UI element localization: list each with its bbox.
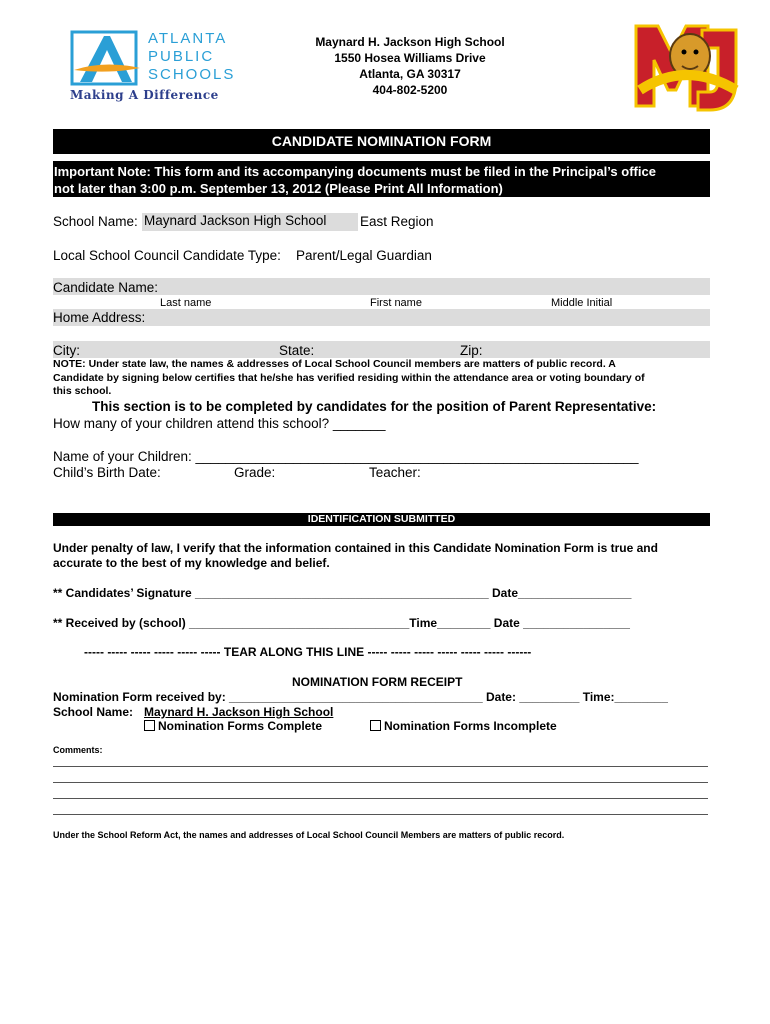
- aps-logo-line3: SCHOOLS: [148, 66, 236, 83]
- candidate-type-value: Parent/Legal Guardian: [296, 248, 432, 263]
- receipt-school-value: Maynard H. Jackson High School: [144, 705, 334, 719]
- aps-logo-line1: ATLANTA: [148, 30, 228, 47]
- comment-line[interactable]: [53, 766, 708, 767]
- receipt-title: NOMINATION FORM RECEIPT: [292, 675, 463, 689]
- comment-line[interactable]: [53, 782, 708, 783]
- school-name-field[interactable]: Maynard Jackson High School: [142, 213, 358, 231]
- atlanta-public-schools-logo: [70, 28, 236, 106]
- home-address-field[interactable]: [53, 309, 710, 326]
- comment-line[interactable]: [53, 814, 708, 815]
- school-header: [300, 34, 520, 98]
- first-name-caption: First name: [370, 297, 422, 309]
- note-line3: this school.: [53, 385, 112, 397]
- penalty-statement: [53, 541, 658, 571]
- public-record-note: [53, 358, 645, 399]
- city-label: City:: [53, 343, 80, 358]
- zip-label: Zip:: [460, 343, 483, 358]
- school-name-label: School Name:: [53, 214, 138, 229]
- incomplete-checkbox[interactable]: [370, 720, 381, 731]
- mj-emblem-icon: [632, 20, 740, 116]
- form-title: CANDIDATE NOMINATION FORM: [53, 129, 710, 154]
- aps-logo-line2: PUBLIC: [148, 48, 215, 65]
- city-state-zip-field[interactable]: [53, 341, 710, 358]
- candidate-name-label: Candidate Name:: [53, 280, 159, 295]
- important-note-line1: Important Note: This form and its accompanying documents must be filed in the Principal’s office: [54, 164, 656, 179]
- state-label: State:: [279, 343, 315, 358]
- important-note: [53, 161, 710, 197]
- complete-checkbox[interactable]: [144, 720, 155, 731]
- complete-label: Nomination Forms Complete: [158, 719, 323, 733]
- teacher-label: Teacher:: [369, 465, 421, 480]
- note-line2: Candidate by signing below certifies that he/she has verified residing within the attendance area or voting boundary of: [53, 371, 645, 384]
- grade-label: Grade:: [234, 465, 276, 480]
- important-note-line2: not later than 3:00 p.m. September 13, 2012 (Please Print All Information): [54, 181, 503, 196]
- header-city: Atlanta, GA 30317: [359, 67, 461, 81]
- maynard-jackson-logo: [632, 20, 740, 116]
- region-value: East Region: [360, 214, 434, 229]
- comment-line[interactable]: [53, 798, 708, 799]
- identification-submitted-bar: IDENTIFICATION SUBMITTED: [53, 513, 710, 526]
- receipt-school-label: School Name:: [53, 705, 134, 719]
- aps-logo-tagline: Making A Difference: [70, 88, 219, 102]
- candidate-signature-line[interactable]: ** Candidates’ Signature ____________________________________________ Date_________________: [53, 586, 632, 600]
- middle-initial-caption: Middle Initial: [551, 297, 613, 309]
- incomplete-option[interactable]: [370, 719, 557, 733]
- children-count-field[interactable]: How many of your children attend this school? _______: [53, 416, 386, 431]
- header-school-name: Maynard H. Jackson High School: [315, 35, 505, 49]
- penalty-line2: accurate to the best of my knowledge and belief.: [53, 556, 330, 570]
- parent-section-heading: This section is to be completed by candidates for the position of Parent Representative:: [92, 399, 657, 414]
- home-address-label: Home Address:: [53, 310, 146, 325]
- aps-a-emblem-icon: [70, 30, 144, 88]
- header-phone: 404-802-5200: [372, 83, 448, 97]
- received-by-line[interactable]: ** Received by (school) _________________________________Time________ Date ________________: [53, 616, 630, 630]
- tear-line: ----- ----- ----- ----- ----- ----- TEAR ALONG THIS LINE ----- ----- ----- ----- ----- ----- ------: [84, 645, 532, 659]
- last-name-caption: Last name: [160, 297, 212, 309]
- comments-label: Comments:: [53, 745, 103, 755]
- candidate-type-label: Local School Council Candidate Type:: [53, 248, 281, 263]
- receipt-received-by-line[interactable]: Nomination Form received by: ______________________________________ Date: _________ Time:________: [53, 690, 668, 704]
- footer-note: Under the School Reform Act, the names and addresses of Local School Council Members are matters of public record.: [53, 830, 565, 840]
- complete-option[interactable]: [144, 719, 322, 733]
- note-line1: NOTE: Under state law, the names & addresses of Local School Council members are matters of public record. A: [53, 358, 616, 370]
- penalty-line1: Under penalty of law, I verify that the information contained in this Candidate Nomination Form is true and: [53, 541, 658, 555]
- header-street: 1550 Hosea Williams Drive: [334, 51, 486, 65]
- incomplete-label: Nomination Forms Incomplete: [384, 719, 557, 733]
- children-names-field[interactable]: Name of your Children: ___________________________________________________________: [53, 449, 639, 464]
- birth-date-label: Child’s Birth Date:: [53, 465, 161, 480]
